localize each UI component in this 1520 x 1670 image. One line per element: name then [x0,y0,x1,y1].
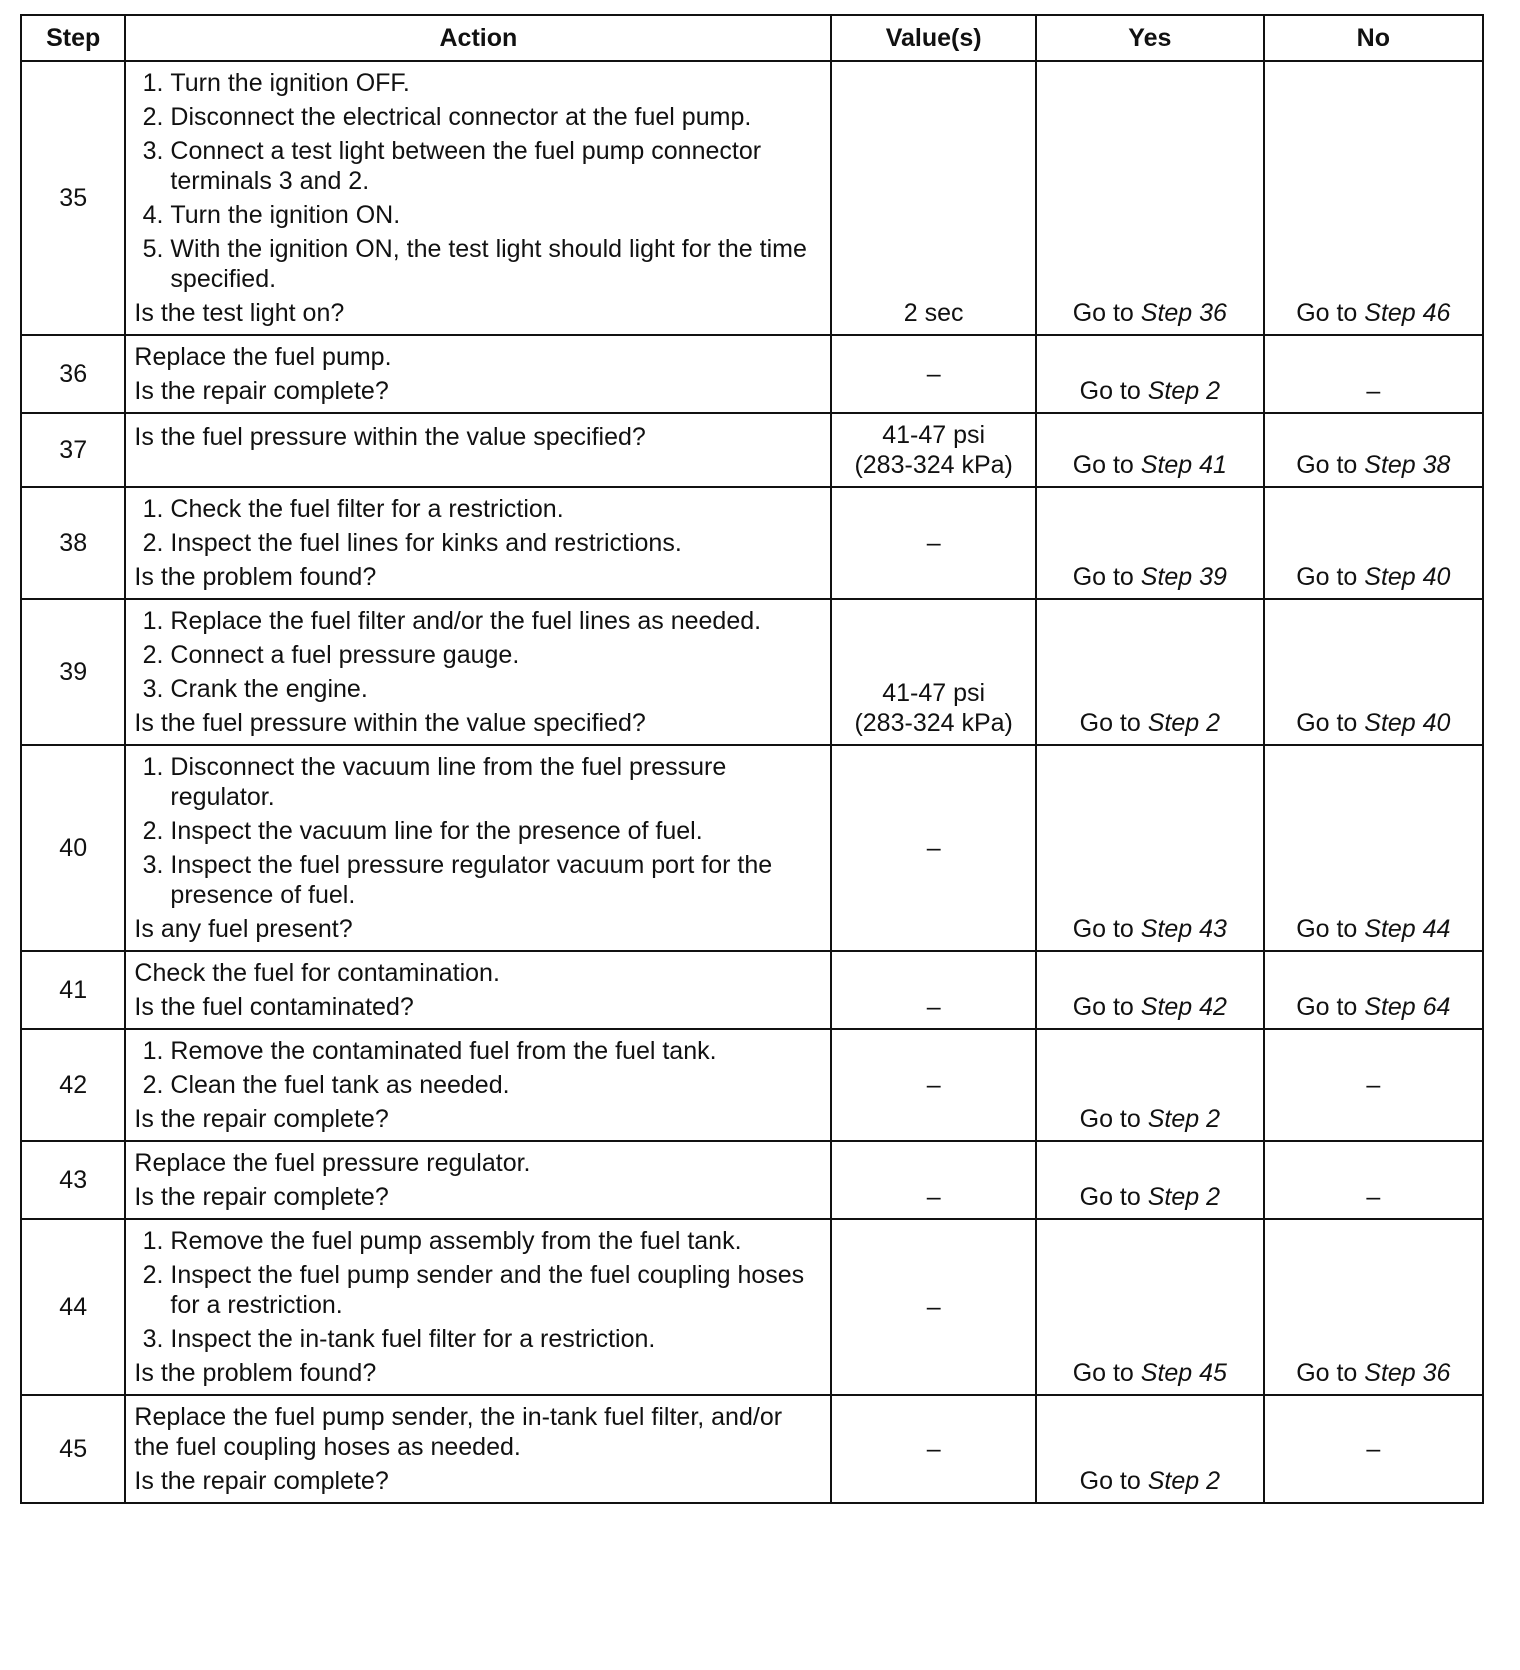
header-no: No [1264,15,1483,61]
action-steps [134,68,822,294]
step-number: 39 [21,599,125,745]
goto-step: Step 2 [1147,377,1221,405]
action-steps [134,606,822,704]
step-number: 42 [21,1029,125,1141]
action-cell [125,61,831,335]
value-text: – [926,1071,941,1099]
action-step-item: 2. Inspect the fuel pump sender and the fuel coupling hoses for a restriction. [170,1260,822,1320]
no-cell [1264,1219,1483,1395]
no-cell [1264,487,1483,599]
yes-cell [1036,599,1264,745]
action-question: Is the problem found? [134,563,377,591]
action-step-item: 1. Remove the contaminated fuel from the fuel tank. [170,1036,822,1066]
value-cell [831,413,1036,487]
goto-step: Step 64 [1364,993,1451,1021]
action-text: Check the fuel for contamination. [134,959,500,987]
action-question: Is the repair complete? [134,377,389,405]
action-step-item: 5. With the ignition ON, the test light should light for the time specified. [170,234,822,294]
action-question: Is any fuel present? [134,915,353,943]
value-text: – [926,360,941,388]
goto-prefix: Go to [1296,915,1365,943]
yes-cell [1036,951,1264,1029]
goto-step: Step 41 [1140,451,1227,479]
yes-cell [1036,1219,1264,1395]
action-step-item: 1. Remove the fuel pump assembly from the fuel tank. [170,1226,822,1256]
goto-prefix: – [1366,377,1381,405]
goto-prefix: Go to [1296,1359,1365,1387]
action-step-item: 1. Disconnect the vacuum line from the fuel pressure regulator. [170,752,822,812]
action-question: Is the fuel pressure within the value specified? [134,709,646,737]
table-body [21,61,1483,1503]
table-row [21,599,1483,745]
goto-prefix: Go to [1296,709,1365,737]
yes-cell [1036,745,1264,951]
action-steps [134,494,822,558]
yes-cell [1036,1395,1264,1503]
action-step-item: 2. Clean the fuel tank as needed. [170,1070,822,1100]
goto-prefix: Go to [1296,993,1365,1021]
goto-prefix: Go to [1072,451,1141,479]
goto-prefix: Go to [1072,993,1141,1021]
yes-cell [1036,335,1264,413]
no-cell [1264,1395,1483,1503]
action-cell [125,1029,831,1141]
action-cell [125,335,831,413]
value-text: – [926,1435,941,1463]
goto-step: Step 43 [1140,915,1227,943]
action-text: Replace the fuel pump. [134,343,392,371]
goto-prefix: Go to [1079,1105,1148,1133]
goto-prefix: Go to [1296,451,1365,479]
goto-step: Step 2 [1147,1105,1221,1133]
goto-step: Step 44 [1364,915,1451,943]
value-text: – [926,993,941,1021]
goto-prefix: Go to [1072,299,1141,327]
header-step: Step [21,15,125,61]
table-row [21,951,1483,1029]
goto-step: Step 46 [1364,299,1451,327]
action-question: Is the repair complete? [134,1183,389,1211]
yes-cell [1036,1141,1264,1219]
value-text: 41-47 psi [882,679,986,707]
goto-prefix: – [1366,1183,1381,1211]
goto-step: Step 2 [1147,1183,1221,1211]
header-yes: Yes [1036,15,1264,61]
header-row [21,15,1483,61]
goto-prefix: Go to [1079,377,1148,405]
action-question: Is the fuel contaminated? [134,993,414,1021]
action-step-item: 2. Disconnect the electrical connector at the fuel pump. [170,102,822,132]
no-cell [1264,335,1483,413]
value-cell [831,1395,1036,1503]
value-text: 2 sec [903,299,964,327]
header-action: Action [125,15,831,61]
goto-prefix: – [1366,1435,1381,1463]
action-step-item: 2. Inspect the vacuum line for the presence of fuel. [170,816,822,846]
yes-cell [1036,61,1264,335]
action-cell [125,1395,831,1503]
value-cell [831,951,1036,1029]
no-cell [1264,61,1483,335]
value-text: – [926,529,941,557]
value-text: – [926,834,941,862]
value-text: 41-47 psi [882,421,986,449]
goto-prefix: Go to [1072,563,1141,591]
table-row [21,413,1483,487]
step-number: 43 [21,1141,125,1219]
value-text: – [926,1293,941,1321]
header-values: Value(s) [831,15,1036,61]
value-cell [831,1029,1036,1141]
action-cell [125,1219,831,1395]
value-cell [831,745,1036,951]
action-step-item: 1. Check the fuel filter for a restriction. [170,494,822,524]
table-row [21,1141,1483,1219]
no-cell [1264,599,1483,745]
step-number: 44 [21,1219,125,1395]
goto-step: Step 45 [1140,1359,1227,1387]
action-step-item: 3. Crank the engine. [170,674,822,704]
action-step-item: 1. Turn the ignition OFF. [170,68,822,98]
goto-prefix: Go to [1072,1359,1141,1387]
action-step-item: 3. Inspect the fuel pressure regulator vacuum port for the presence of fuel. [170,850,822,910]
no-cell [1264,1141,1483,1219]
no-cell [1264,1029,1483,1141]
goto-step: Step 42 [1140,993,1227,1021]
action-question: Is the repair complete? [134,1467,389,1495]
action-step-item: 3. Inspect the in-tank fuel filter for a restriction. [170,1324,822,1354]
value-text: (283-324 kPa) [854,709,1013,737]
action-step-item: 1. Replace the fuel filter and/or the fuel lines as needed. [170,606,822,636]
action-cell [125,951,831,1029]
action-question: Is the test light on? [134,299,345,327]
goto-prefix: Go to [1079,709,1148,737]
action-steps [134,1226,822,1354]
yes-cell [1036,487,1264,599]
table-row [21,745,1483,951]
no-cell [1264,745,1483,951]
no-cell [1264,951,1483,1029]
action-text: Replace the fuel pump sender, the in-tank fuel filter, and/or the fuel coupling hoses as needed. [134,1403,783,1461]
goto-step: Step 40 [1364,709,1451,737]
goto-prefix: Go to [1079,1467,1148,1495]
action-cell [125,745,831,951]
action-question: Is the repair complete? [134,1105,389,1133]
action-question: Is the fuel pressure within the value specified? [134,423,646,451]
table-row [21,335,1483,413]
goto-step: Step 36 [1364,1359,1451,1387]
step-number: 37 [21,413,125,487]
goto-prefix: Go to [1296,563,1365,591]
goto-step: Step 39 [1140,563,1227,591]
value-cell [831,335,1036,413]
goto-prefix: – [1366,1071,1381,1099]
table-row [21,61,1483,335]
action-cell [125,599,831,745]
action-cell [125,487,831,599]
goto-prefix: Go to [1296,299,1365,327]
yes-cell [1036,1029,1264,1141]
step-number: 41 [21,951,125,1029]
action-cell [125,1141,831,1219]
action-step-item: 2. Inspect the fuel lines for kinks and restrictions. [170,528,822,558]
value-text: – [926,1183,941,1211]
action-steps [134,752,822,910]
table-row [21,1029,1483,1141]
action-step-item: 4. Turn the ignition ON. [170,200,822,230]
action-step-item: 3. Connect a test light between the fuel pump connector terminals 3 and 2. [170,136,822,196]
table-row [21,487,1483,599]
goto-prefix: Go to [1072,915,1141,943]
action-question: Is the problem found? [134,1359,377,1387]
step-number: 38 [21,487,125,599]
value-cell [831,599,1036,745]
goto-step: Step 40 [1364,563,1451,591]
value-cell [831,1141,1036,1219]
table-row [21,1219,1483,1395]
goto-step: Step 2 [1147,1467,1221,1495]
step-number: 35 [21,61,125,335]
action-cell [125,413,831,487]
goto-step: Step 2 [1147,709,1221,737]
value-text: (283-324 kPa) [854,451,1013,479]
no-cell [1264,413,1483,487]
action-step-item: 2. Connect a fuel pressure gauge. [170,640,822,670]
yes-cell [1036,413,1264,487]
value-cell [831,1219,1036,1395]
goto-step: Step 38 [1364,451,1451,479]
step-number: 45 [21,1395,125,1503]
step-number: 36 [21,335,125,413]
diagnostic-table [20,14,1484,1504]
goto-step: Step 36 [1140,299,1227,327]
value-cell [831,61,1036,335]
step-number: 40 [21,745,125,951]
action-text: Replace the fuel pressure regulator. [134,1149,531,1177]
action-steps [134,1036,822,1100]
goto-prefix: Go to [1079,1183,1148,1211]
value-cell [831,487,1036,599]
table-row [21,1395,1483,1503]
